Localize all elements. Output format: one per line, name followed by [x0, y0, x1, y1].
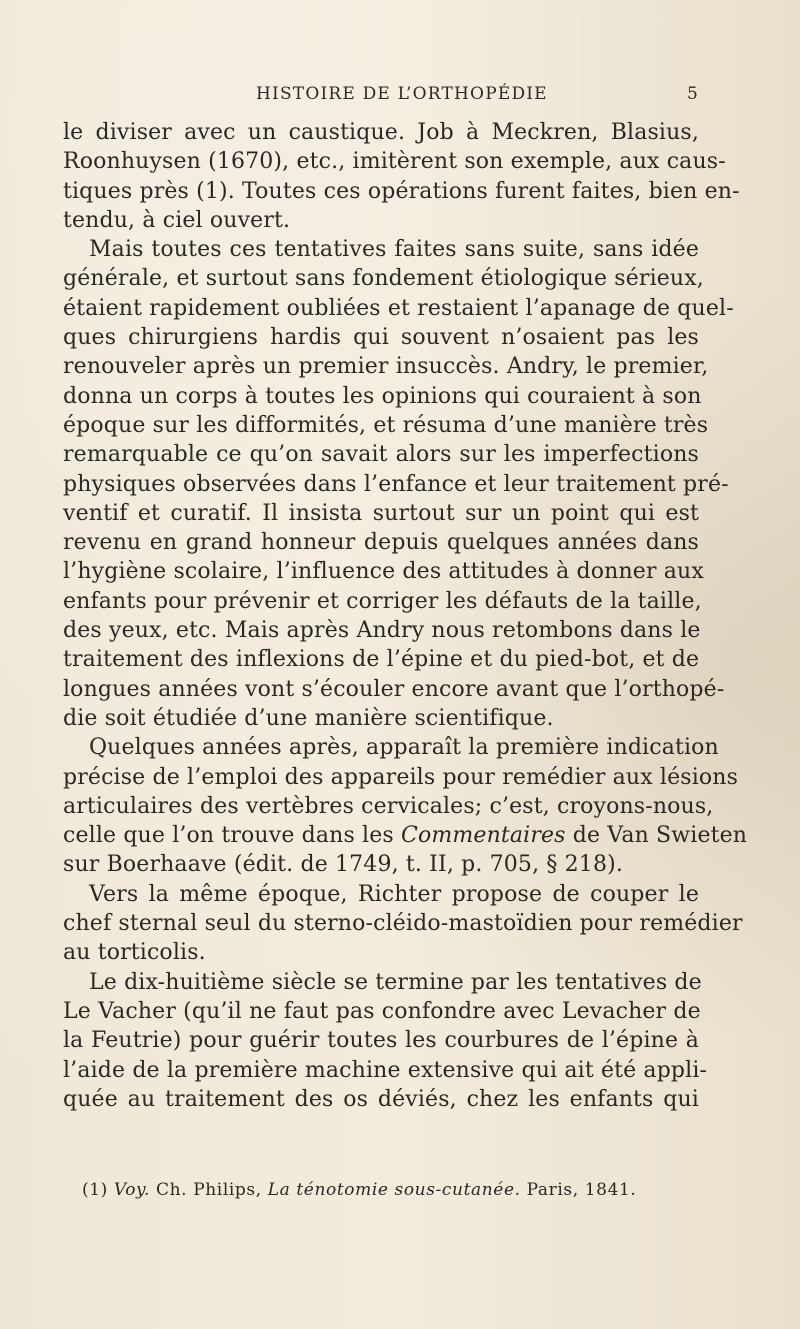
text-line: articulaires des vertèbres cervicales; c’est, croyons-nous, — [63, 793, 714, 819]
text-line: époque sur les difformités, et résuma d’une manière très — [63, 412, 709, 438]
text-line: précise de l’emploi des appareils pour remédier aux lésions — [63, 764, 739, 790]
text-line: étaient rapidement oubliées et restaient l’apanage de quel- — [63, 295, 734, 321]
italic-title: Commentaires — [401, 823, 566, 849]
text-line: donna un corps à toutes les opinions qui couraient à son — [63, 383, 702, 409]
text-line-with-italic — [63, 821, 748, 850]
text-line: die soit étudiée d’une manière scientifique. — [63, 705, 554, 731]
text-line: au torticolis. — [63, 940, 206, 966]
text-line: Quelques années après, apparaît la première indication — [89, 735, 719, 761]
text-line: Vers la même époque, Richter propose de couper le — [89, 881, 699, 907]
text-line: la Feutrie) pour guérir toutes les courbures de l’épine à — [63, 1028, 699, 1054]
footnote-place-date: Paris, 1841. — [526, 1180, 637, 1200]
footnote — [82, 1180, 702, 1200]
footnote-voy: Voy. — [113, 1180, 151, 1200]
text-line: le diviser avec un caustique. Job à Meckren, Blasius, — [63, 120, 699, 145]
text-line: traitement des inflexions de l’épine et du pied-bot, et de — [63, 647, 700, 673]
text-line: enfants pour prévenir et corriger les défauts de la taille, — [63, 588, 702, 614]
text-line: physiques observées dans l’enfance et leur traitement pré- — [63, 471, 729, 497]
body-text — [63, 118, 748, 1114]
text-line: l’hygiène scolaire, l’influence des attitudes à donner aux — [63, 559, 704, 585]
page-number: 5 — [686, 84, 699, 104]
text-line: tendu, à ciel ouvert. — [63, 207, 291, 233]
text-line: ventif et curatif. Il insista surtout sur un point qui est — [63, 500, 699, 526]
text-line: Mais toutes ces tentatives faites sans suite, sans idée — [89, 237, 699, 263]
footnote-title: La ténotomie sous-cutanée. — [267, 1180, 521, 1200]
text-line: chef sternal seul du sterno-cléido-mastoïdien pour remédier — [63, 911, 743, 937]
running-title: HISTOIRE DE L’ORTHOPÉDIE — [256, 84, 548, 104]
footnote-author: Ch. Philips, — [156, 1180, 262, 1200]
text-line: remarquable ce qu’on savait alors sur les imperfections — [63, 442, 699, 468]
text-line: Le dix-huitième siècle se termine par les tentatives de — [89, 969, 702, 995]
footnote-marker: (1) — [82, 1180, 108, 1200]
text-line: sur Boerhaave (édit. de 1749, t. II, p. 705, § 218). — [63, 852, 623, 878]
text-line: Roonhuysen (1670), etc., imitèrent son exemple, aux caus- — [63, 149, 726, 175]
text-segment: celle que l’on trouve dans les — [63, 823, 394, 849]
text-line: longues années vont s’écouler encore avant que l’orthopé- — [63, 676, 725, 702]
text-line: générale, et surtout sans fondement étiologique sérieux, — [63, 266, 704, 292]
text-line: des yeux, etc. Mais après Andry nous retombons dans le — [63, 618, 701, 644]
text-line: ques chirurgiens hardis qui souvent n’osaient pas les — [63, 325, 699, 351]
running-head — [63, 84, 699, 108]
text-line: revenu en grand honneur depuis quelques années dans — [63, 530, 699, 556]
text-line: quée au traitement des os déviés, chez les enfants qui — [63, 1086, 699, 1112]
text-line: tiques près (1). Toutes ces opérations furent faites, bien en- — [63, 178, 740, 204]
text-line: Le Vacher (qu’il ne faut pas confondre avec Levacher de — [63, 998, 701, 1024]
text-line: renouveler après un premier insuccès. Andry, le premier, — [63, 354, 709, 380]
text-segment: de Van Swieten — [572, 823, 748, 849]
text-line: l’aide de la première machine extensive qui ait été appli- — [63, 1057, 708, 1083]
